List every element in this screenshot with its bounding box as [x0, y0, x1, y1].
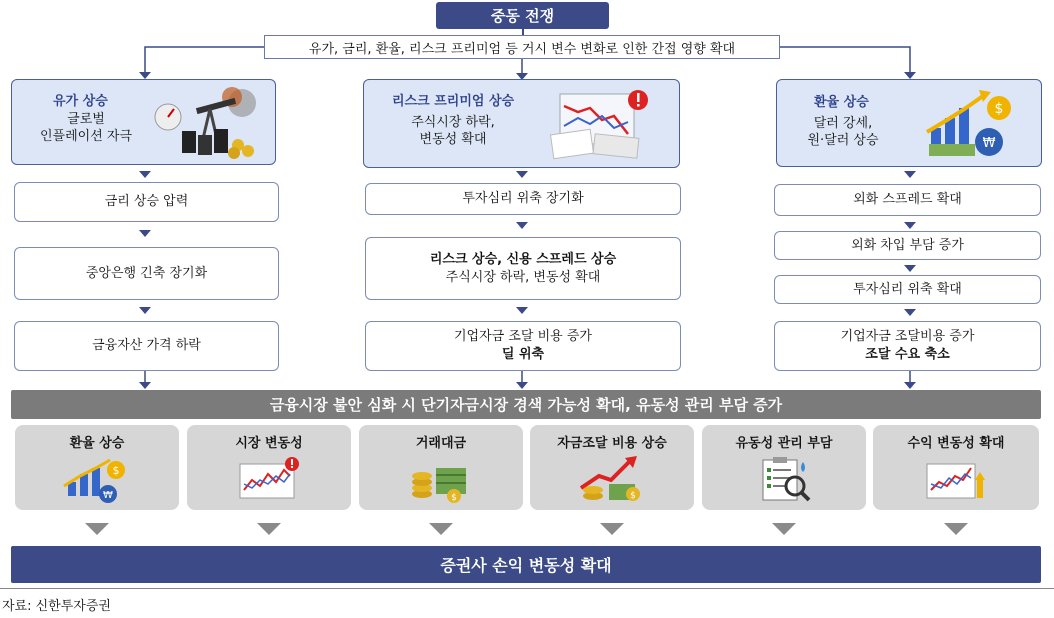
- money-stack-icon: [406, 454, 476, 504]
- divider: [0, 588, 1054, 589]
- funding-cost-icon: [577, 454, 647, 504]
- impact-card: [187, 425, 351, 510]
- down-arrow: [257, 523, 281, 535]
- diagram-title-text: 중동 전쟁: [490, 7, 555, 25]
- desc-line: 주식시장 하락,: [411, 115, 495, 130]
- down-arrow: [139, 171, 151, 178]
- impact-card: [702, 425, 866, 510]
- subtitle-text: 유가, 금리, 환율, 리스크 프리미엄 등 거시 변수 변화로 인한 간접 영향 확대: [308, 41, 736, 57]
- down-arrow: [600, 523, 624, 535]
- down-arrow: [429, 523, 453, 535]
- flow-text: 중앙은행 긴축 장기화: [85, 265, 208, 281]
- clipboard-magnifier-icon: [749, 454, 819, 504]
- down-arrow: [904, 171, 916, 178]
- down-arrow: [516, 307, 528, 314]
- desc-line: 원·달러 상승: [807, 133, 879, 148]
- category-desc: [33, 111, 139, 145]
- source-note: 자료: 신한투자증권: [2, 599, 111, 614]
- svg-text:₩: ₩: [103, 490, 113, 501]
- impact-card-label: 자금조달 비용 상승: [557, 436, 667, 451]
- category-desc: [791, 115, 895, 149]
- flow-box: [14, 247, 279, 300]
- flow-box: [365, 237, 681, 300]
- category-box-fx: [776, 79, 1042, 167]
- currency-growth-icon: [923, 84, 1019, 162]
- earnings-chart-icon: [921, 454, 991, 504]
- flow-text: 금융자산 가격 하락: [92, 338, 201, 353]
- down-arrow: [516, 222, 528, 229]
- flow-text: 기업자금 조달비용 증가: [840, 329, 975, 344]
- flow-text-bold: 조달 수요 축소: [865, 347, 950, 362]
- desc-line: 인플레이션 자극: [39, 129, 133, 144]
- category-desc: [378, 114, 528, 148]
- flow-box: [365, 321, 681, 371]
- flow-box: [774, 184, 1041, 216]
- category-title: 유가 상승: [53, 94, 108, 109]
- svg-text:$: $: [630, 491, 636, 501]
- flow-text: 외화 스프레드 확대: [853, 192, 962, 207]
- stock-chart-warning-icon: [550, 86, 656, 164]
- impact-card-label: 거래대금: [415, 436, 467, 451]
- impact-card: [873, 425, 1039, 510]
- impact-card-label: 수익 변동성 확대: [907, 436, 1005, 451]
- desc-line: 글로벌: [67, 112, 105, 127]
- impact-card-label: 시장 변동성: [235, 436, 303, 451]
- flow-text: 기업자금 조달 비용 증가: [454, 329, 592, 344]
- flow-box: [365, 183, 681, 215]
- flow-box: [14, 321, 279, 371]
- flow-text: 투자심리 위축 장기화: [462, 191, 584, 206]
- desc-line: 변동성 확대: [419, 132, 487, 147]
- branch-arrows: [0, 0, 1054, 90]
- down-arrow: [904, 222, 916, 229]
- flow-text: 외화 차입 부담 증가: [851, 237, 964, 253]
- down-arrow: [516, 171, 528, 178]
- flow-text: 금리 상승 압력: [104, 194, 189, 209]
- conclusion-bar: [11, 546, 1041, 583]
- category-box-oil: [11, 79, 276, 165]
- impact-card-label: 유동성 관리 부담: [735, 436, 833, 451]
- down-arrow: [904, 265, 916, 272]
- category-title: 리스크 프리미엄 상승: [392, 94, 515, 109]
- down-arrow: [85, 523, 109, 535]
- impact-card: [530, 425, 694, 510]
- impact-card-label: 환율 상승: [69, 436, 125, 451]
- impact-card: [359, 425, 523, 510]
- volatility-chart-icon: [234, 454, 304, 504]
- down-arrow: [904, 371, 916, 389]
- svg-text:$: $: [994, 101, 1004, 117]
- flow-box: [14, 182, 279, 222]
- down-arrow: [904, 309, 916, 316]
- impact-card: [15, 425, 179, 510]
- category-box-risk: [363, 79, 680, 168]
- down-arrow: [516, 371, 528, 389]
- down-arrow: [944, 523, 968, 535]
- down-arrow: [772, 523, 796, 535]
- flow-box: [774, 275, 1041, 304]
- desc-line: 달러 강세,: [813, 116, 873, 131]
- market-instability-bar: [11, 390, 1041, 419]
- flow-text-bold: 딜 위축: [501, 347, 545, 362]
- currency-growth-icon: [62, 454, 132, 504]
- conclusion-text: 증권사 손익 변동성 확대: [440, 556, 612, 575]
- flow-box: [774, 321, 1041, 371]
- flow-text: 주식시장 하락, 변동성 확대: [445, 269, 601, 285]
- down-arrow: [139, 371, 151, 389]
- flow-text-bold: 리스크 상승, 신용 스프레드 상승: [429, 251, 617, 267]
- svg-text:$: $: [451, 493, 457, 503]
- svg-text:$: $: [112, 464, 120, 477]
- down-arrow: [139, 230, 151, 237]
- down-arrow: [139, 307, 151, 314]
- flow-text: 투자심리 위축 확대: [853, 281, 962, 297]
- flow-box: [774, 231, 1041, 260]
- category-title: 환율 상승: [814, 95, 869, 110]
- svg-text:₩: ₩: [982, 136, 996, 151]
- oil-pump-icon: [152, 83, 264, 161]
- market-instability-text: 금융시장 불안 심화 시 단기자금시장 경색 가능성 확대, 유동성 관리 부담 증가: [269, 396, 783, 414]
